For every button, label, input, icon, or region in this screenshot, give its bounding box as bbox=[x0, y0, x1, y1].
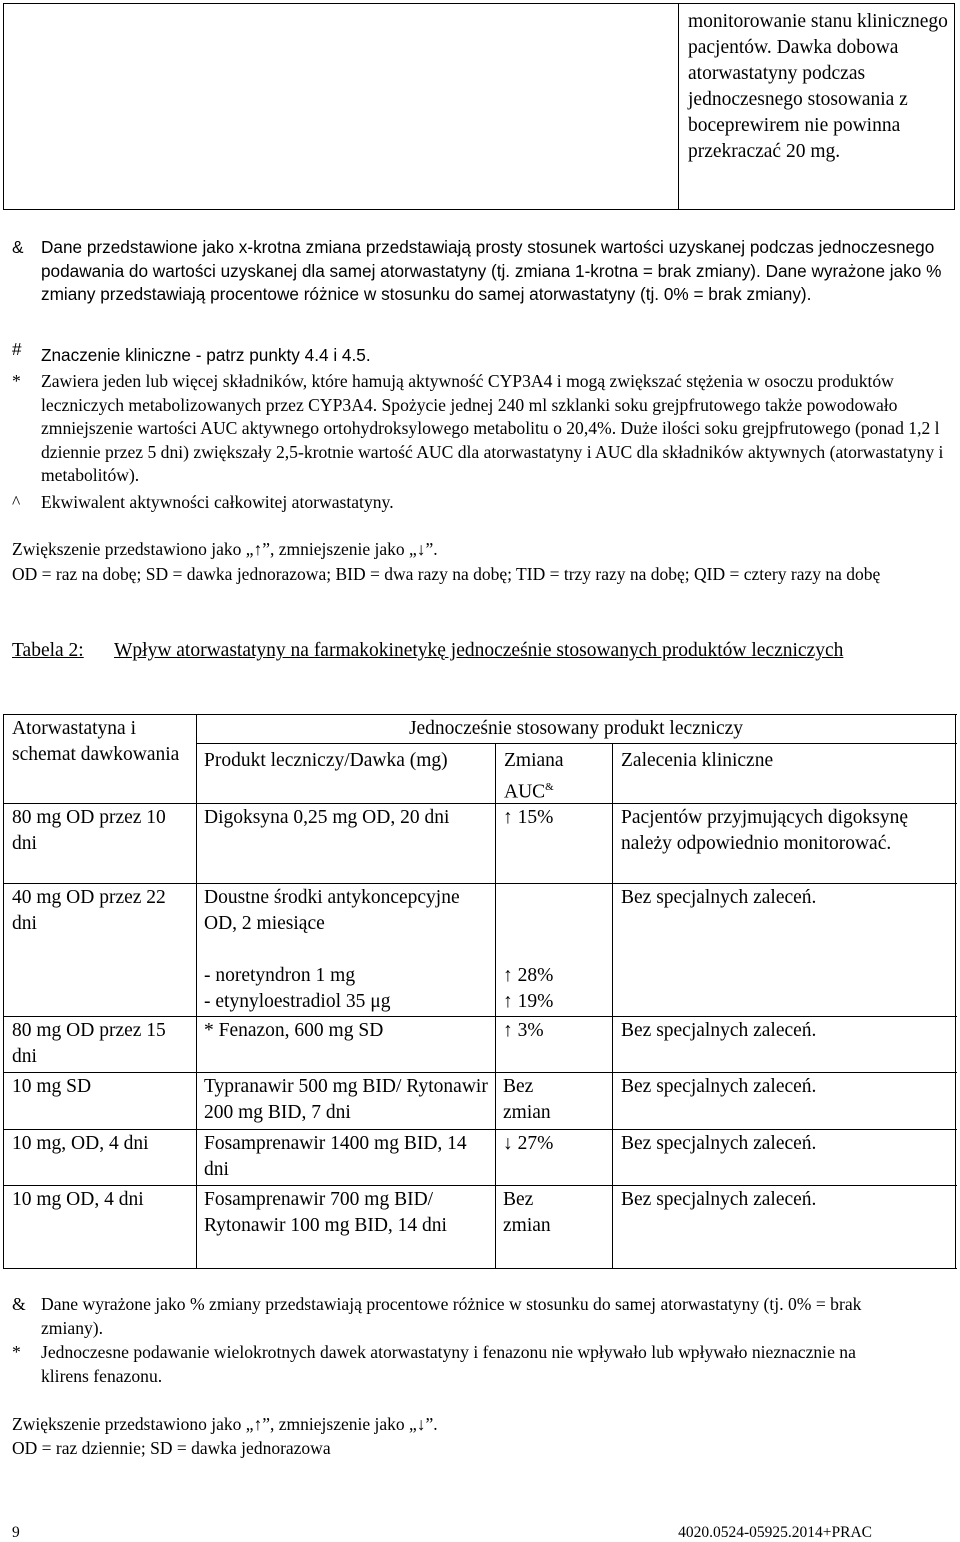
row-drug: * Fenazon, 600 mg SD bbox=[204, 1020, 384, 1041]
legend-abbreviations-2: OD = raz dziennie; SD = dawka jednorazowa bbox=[12, 1438, 331, 1458]
header-auc-sup: & bbox=[545, 781, 554, 793]
row-rule bbox=[3, 1072, 957, 1073]
row-rule bbox=[3, 1185, 957, 1186]
header-dose: Atorwastatyna i schemat dawkowania bbox=[12, 718, 180, 765]
row-drug: Typranawir 500 mg BID/ Rytonawir 200 mg BID, 7 dni bbox=[204, 1076, 488, 1123]
row-drug: Digoksyna 0,25 mg OD, 20 dni bbox=[204, 807, 450, 828]
header-auc-text: Zmiana AUC bbox=[504, 750, 564, 803]
row-dose: 40 mg OD przez 22 dni bbox=[12, 887, 166, 934]
table-top-rule bbox=[3, 714, 957, 715]
row-change: Bez zmian bbox=[503, 1076, 551, 1123]
note-symbol: & bbox=[12, 237, 24, 257]
row-dose: 80 mg OD przez 10 dni bbox=[12, 807, 166, 854]
table-left-rule bbox=[3, 714, 4, 1268]
table-right-rule bbox=[955, 714, 956, 1268]
col-rule bbox=[196, 714, 197, 1268]
document-code: 4020.0524-05925.2014+PRAC bbox=[678, 1524, 872, 1541]
row-drug: Doustne środki antykoncepcyjne OD, 2 miesiące bbox=[204, 887, 460, 934]
note-text: Zawiera jeden lub więcej składników, które hamują aktywność CYP3A4 i mogą zwiększać stężenia w osoczu produktów leczniczych metabolizowanych przez CYP3A4. Spożycie jednej 240 ml szklanki soku grejpfrutowego także powodowało zmniejszenie wartości AUC aktywnego ortohydroksylowego metabolitu o 20,4%. Duże ilości soku grejpfrutowego (ponad 1,2 l dziennie przez 5 dni) zwiększały 2,5-krotnie wartość AUC dla atorwastatyny i AUC dla składników aktywnych (atorwastatyny i metabolitów). bbox=[41, 371, 944, 485]
header-group: Jednocześnie stosowany produkt leczniczy bbox=[408, 718, 744, 739]
legend-arrows: Zwiększenie przedstawiono jako „↑”, zmniejszenie jako „↓”. bbox=[12, 539, 438, 559]
row-change: Bez zmian bbox=[503, 1189, 551, 1236]
row-dose: 80 mg OD przez 15 dni bbox=[12, 1020, 166, 1067]
note-text: Ekwiwalent aktywności całkowitej atorwastatyny. bbox=[41, 492, 394, 512]
row-dose: 10 mg, OD, 4 dni bbox=[12, 1133, 149, 1154]
row-drug-sub: - noretyndron 1 mg bbox=[204, 965, 356, 986]
note-text: Znaczenie kliniczne - patrz punkty 4.4 i 4.5. bbox=[41, 345, 371, 365]
note-symbol: & bbox=[12, 1294, 26, 1314]
note-symbol: ^ bbox=[12, 492, 21, 512]
legend-arrows-2: Zwiększenie przedstawiono jako „↑”, zmniejszenie jako „↓”. bbox=[12, 1414, 438, 1434]
row-drug-sub: - etynyloestradiol 35 μg bbox=[204, 991, 391, 1012]
note-ampersand bbox=[12, 236, 947, 336]
top-cell-text: monitorowanie stanu klinicznego pacjentów. Dawka dobowa atorwastatyny podczas jednoczesnego stosowania z boceprewirem nie powinna przekraczać 20 mg. bbox=[688, 11, 948, 162]
group-header-rule bbox=[196, 743, 957, 744]
row-change: ↑ 3% bbox=[503, 1020, 544, 1041]
row-recommendation: Bez specjalnych zaleceń. bbox=[621, 1076, 817, 1097]
note-symbol: * bbox=[12, 371, 21, 391]
row-recommendation: Bez specjalnych zaleceń. bbox=[621, 1133, 817, 1154]
top-table-fragment bbox=[3, 3, 955, 210]
legend-abbreviations: OD = raz na dobę; SD = dawka jednorazowa; BID = dwa razy na dobę; TID = trzy razy na dobę; QID = cztery razy na dobę bbox=[12, 564, 881, 584]
row-change-sub: ↑ 19% bbox=[503, 991, 554, 1012]
row-recommendation: Bez specjalnych zaleceń. bbox=[621, 1020, 817, 1041]
note-symbol: # bbox=[12, 339, 22, 359]
row-drug: Fosamprenawir 1400 mg BID, 14 dni bbox=[204, 1133, 467, 1180]
header-drug: Produkt leczniczy/Dawka (mg) bbox=[204, 750, 448, 771]
top-table-divider bbox=[678, 4, 679, 209]
note-symbol: * bbox=[12, 1342, 21, 1362]
table-caption: Wpływ atorwastatyny na farmakokinetykę jednocześnie stosowanych produktów leczniczych bbox=[114, 640, 844, 661]
header-recommendation: Zalecenia kliniczne bbox=[621, 750, 774, 771]
row-recommendation: Bez specjalnych zaleceń. bbox=[621, 887, 817, 908]
row-rule bbox=[3, 1016, 957, 1017]
col-rule bbox=[495, 743, 496, 1268]
col-rule bbox=[612, 743, 613, 1268]
table-bottom-rule bbox=[3, 1268, 957, 1269]
row-recommendation: Pacjentów przyjmujących digoksynę należy odpowiednio monitorować. bbox=[621, 807, 909, 854]
row-rule bbox=[3, 883, 957, 884]
page-number: 9 bbox=[12, 1524, 20, 1541]
note-text: Jednoczesne podawanie wielokrotnych dawek atorwastatyny i fenazonu nie wpływało lub wpływało nieznacznie na klirens fenazonu. bbox=[41, 1342, 856, 1386]
row-change: ↑ 15% bbox=[503, 807, 554, 828]
row-rule bbox=[3, 1129, 957, 1130]
table-label: Tabela 2: bbox=[12, 640, 84, 661]
note-text: Dane wyrażone jako % zmiany przedstawiają procentowe różnice w stosunku do samej atorwastatyny (tj. 0% = brak zmiany). bbox=[41, 1294, 862, 1338]
row-drug: Fosamprenawir 700 mg BID/ Rytonawir 100 mg BID, 14 dni bbox=[204, 1189, 447, 1236]
row-change-sub: ↑ 28% bbox=[503, 965, 554, 986]
row-dose: 10 mg SD bbox=[12, 1076, 92, 1097]
row-dose: 10 mg OD, 4 dni bbox=[12, 1189, 144, 1210]
row-recommendation: Bez specjalnych zaleceń. bbox=[621, 1189, 817, 1210]
note-text: Dane przedstawione jako x-krotna zmiana przedstawiają prosty stosunek wartości uzyskanej podczas jednoczesnego podawania do wartości uzyskanej dla samej atorwastatyny (tj. zmiana 1-krotna = brak zmiany). Dane wyrażone jako % zmiany przedstawiają procentowe różnice w stosunku do samej atorwastatyny (tj. 0% = brak zmiany). bbox=[41, 237, 942, 304]
header-bottom-rule bbox=[3, 803, 957, 804]
row-change: ↓ 27% bbox=[503, 1133, 554, 1154]
header-auc bbox=[504, 748, 604, 806]
